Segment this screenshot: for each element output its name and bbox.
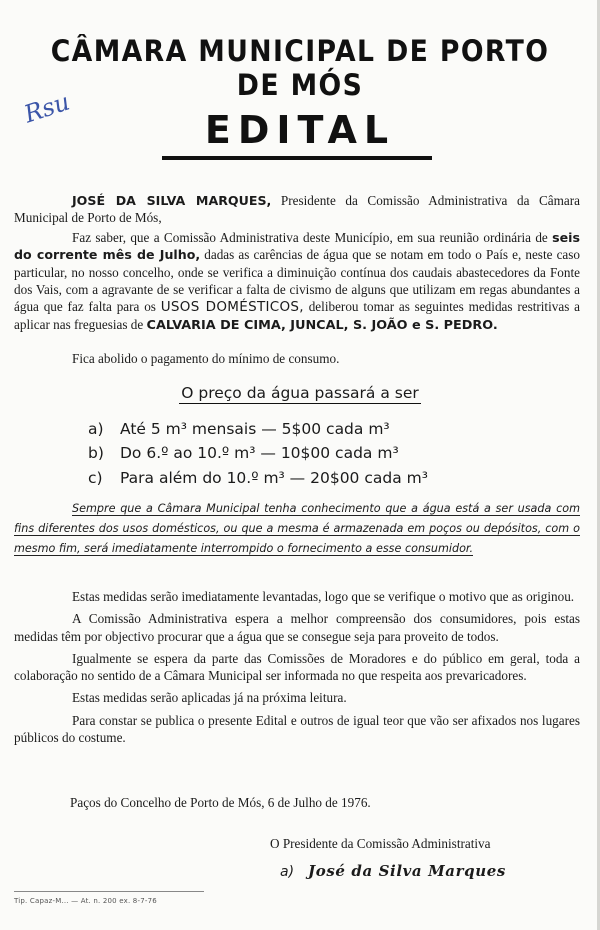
price-row-letter: a)	[88, 420, 104, 438]
intro-paragraph	[14, 192, 580, 227]
price-row	[88, 420, 390, 438]
signer-title: O Presidente da Comissão Administrativa	[270, 836, 491, 851]
document-title: EDITAL	[204, 108, 396, 152]
council-header: CÂMARA MUNICIPAL DE PORTO DE MÓS	[50, 34, 550, 102]
meeting-date: seis do corrente mês de Julho,	[14, 230, 580, 263]
handwritten-initial: Rsu	[20, 87, 74, 129]
title-underline	[162, 156, 432, 160]
announcement-paragraph	[14, 229, 580, 335]
price-heading	[0, 384, 600, 402]
price-row-text: Até 5 m³ mensais — 5$00 cada m³	[120, 420, 390, 438]
closing-paragraph: Igualmente se espera da parte das Comissões de Moradores e do público em geral, toda a colaboração no sentido de a Câmara Municipal ser informada no que respeita aos prevaricadores.	[14, 650, 580, 684]
announcement-text-3: deliberou tomar as seguintes medidas restritivas a aplicar nas freguesias de	[14, 299, 580, 333]
signature-line	[280, 862, 506, 881]
price-row	[88, 444, 399, 462]
minimum-consumption-notice: Fica abolido o pagamento do mínimo de consumo.	[72, 351, 340, 366]
price-row-letter: c)	[88, 469, 103, 487]
printer-note: Tip. Capaz-M… — At. n. 200 ex. 8-7-76	[14, 897, 157, 905]
warning-text: Sempre que a Câmara Municipal tenha conhecimento que a água está a ser usada com fins diferentes dos usos domésticos, ou que a mesma é armazenada em poços ou depósitos, com o mesmo fim, será imediatamente interrompido o fornecimento a esse consumidor.	[14, 502, 580, 555]
closing-paragraphs	[14, 588, 580, 746]
warning-paragraph	[14, 499, 580, 558]
parishes-list: CALVARIA DE CIMA, JUNCAL, S. JOÃO e S. PEDRO.	[146, 318, 498, 334]
price-row-letter: b)	[88, 444, 104, 462]
closing-paragraph: Para constar se publica o presente Edital e outros de igual teor que vão ser afixados nos lugares públicos do costume.	[14, 712, 580, 746]
announcement-text-2: dadas as carências de água que se notam em todo o País e, neste caso particular, no nosso concelho, onde se verifica a diminuição contínua dos caudais abastecedores da Fonte dos Vais, com a agravante de se verificar a falta de civismo de alguns que utilizam em regas abundantes a água que faz falta para os	[14, 247, 580, 315]
announcement-text-1: Faz saber, que a Comissão Administrativa deste Município, em sua reunião ordinária de	[72, 230, 553, 245]
price-row-text: Do 6.º ao 10.º m³ — 10$00 cada m³	[120, 444, 399, 462]
domestic-uses: USOS DOMÉSTICOS,	[160, 299, 304, 316]
signature-mark: a)	[280, 864, 295, 880]
price-row-text: Para além do 10.º m³ — 20$00 cada m³	[120, 469, 428, 487]
place-and-date: Paços do Concelho de Porto de Mós, 6 de Julho de 1976.	[70, 795, 371, 810]
price-row	[88, 469, 428, 487]
signature: José da Silva Marques	[308, 862, 506, 880]
closing-paragraph: A Comissão Administrativa espera a melhor compreensão dos consumidores, pois estas medidas têm por objectivo procurar que a água que se consegue seja para proveito de todos.	[14, 611, 580, 644]
printer-note-divider	[14, 891, 204, 892]
closing-paragraph: Estas medidas serão imediatamente levantadas, logo que se verifique o motivo que as originou.	[72, 589, 575, 604]
intro-text: Presidente da Comissão Administrativa da Câmara Municipal de Porto de Mós,	[14, 193, 580, 226]
closing-paragraph: Estas medidas serão aplicadas já na próxima leitura.	[72, 690, 347, 706]
president-name: JOSÉ DA SILVA MARQUES,	[72, 193, 272, 208]
price-heading-text: O preço da água passará a ser	[181, 384, 419, 402]
